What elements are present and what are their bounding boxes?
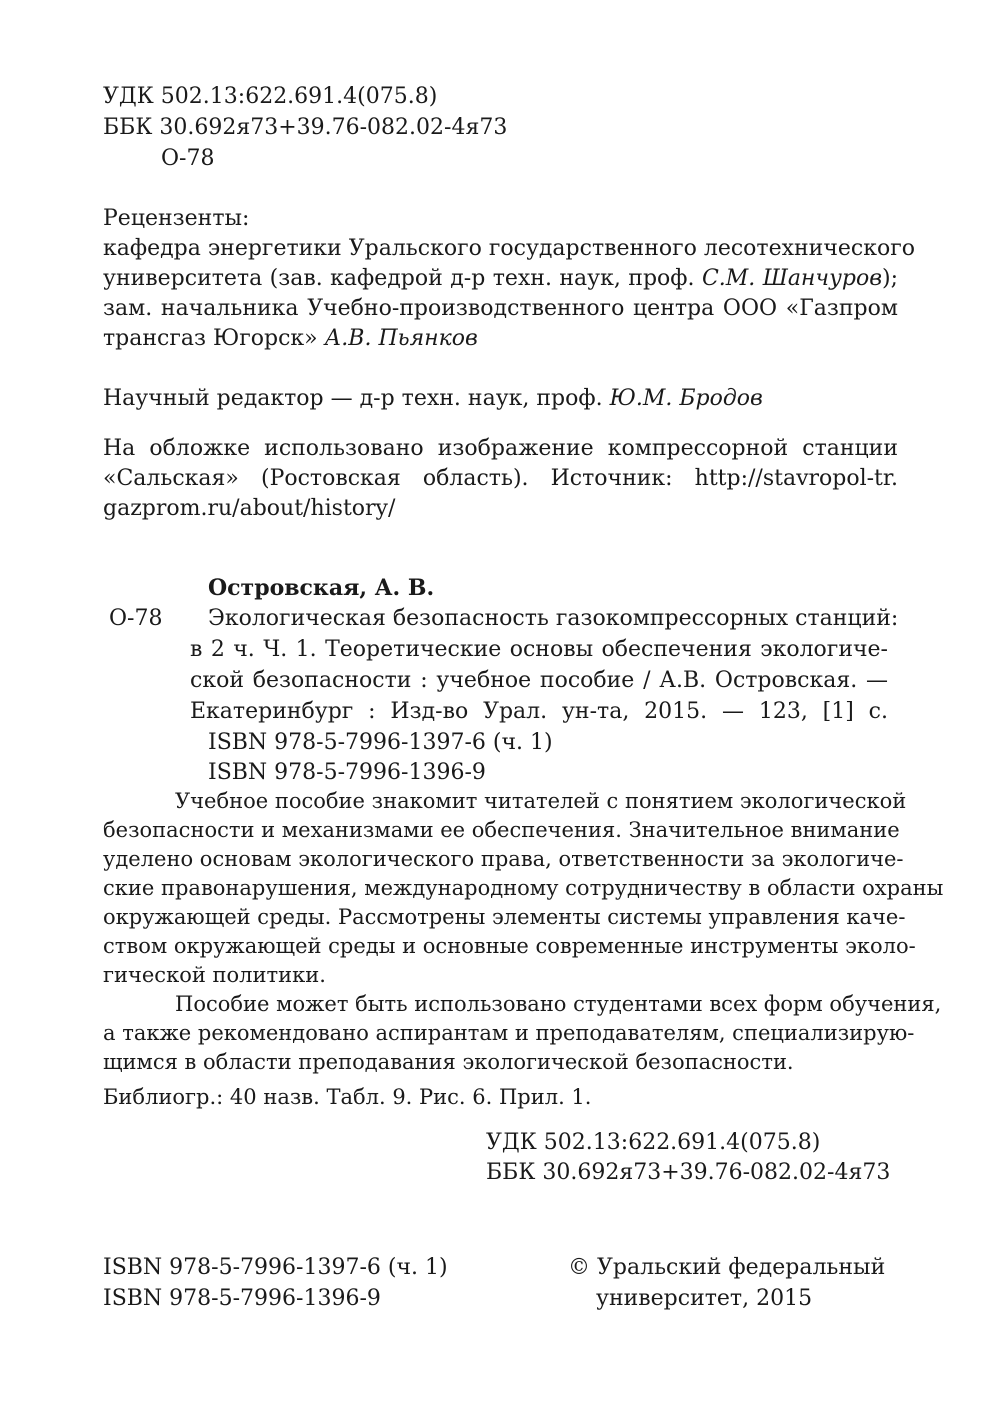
abstract-p2-line: а также рекомендовано аспирантам и преподавателям, специализирую- bbox=[103, 1021, 915, 1045]
bibliography-note: Библиогр.: 40 назв. Табл. 9. Рис. 6. Прил. 1. bbox=[103, 1085, 592, 1109]
record-mark: О-78 bbox=[109, 606, 163, 631]
udk-code: УДК 502.13:622.691.4(075.8) bbox=[103, 84, 438, 109]
copyright-line-2: университет, 2015 bbox=[596, 1286, 813, 1311]
bottom-udk-code: УДК 502.13:622.691.4(075.8) bbox=[486, 1130, 821, 1155]
footer-isbn-2: ISBN 978-5-7996-1396-9 bbox=[103, 1286, 381, 1311]
scientific-editor: Научный редактор — д-р техн. наук, проф. Ю.М. Бродов bbox=[103, 386, 763, 411]
record-desc-2: в 2 ч. Ч. 1. Теоретические основы обеспечения экологиче- bbox=[190, 637, 888, 662]
author-mark: О-78 bbox=[161, 146, 215, 171]
reviewers-line-2: университета (зав. кафедрой д-р техн. наук, проф. С.М. Шанчуров); bbox=[103, 266, 899, 291]
abstract-p2-line: Пособие может быть использовано студентами всех форм обучения, bbox=[175, 992, 942, 1016]
bottom-bbk-code: ББК 30.692я73+39.76-082.02-4я73 bbox=[486, 1160, 891, 1185]
abstract-p1-line: гической политики. bbox=[103, 963, 326, 987]
cover-note-line-3: gazprom.ru/about/history/ bbox=[103, 496, 396, 521]
reviewers-line-4: трансгаз Югорск» А.В. Пьянков bbox=[103, 326, 478, 351]
reviewer-2-name: А.В. Пьянков bbox=[324, 326, 478, 351]
abstract-p1-line: окружающей среды. Рассмотрены элементы системы управления каче- bbox=[103, 905, 906, 929]
record-isbn-2: ISBN 978-5-7996-1396-9 bbox=[208, 760, 486, 785]
abstract-p1-line: безопасности и механизмами ее обеспечения. Значительное внимание bbox=[103, 818, 900, 842]
footer-isbn-1: ISBN 978-5-7996-1397-6 (ч. 1) bbox=[103, 1255, 448, 1280]
record-desc-1: Экологическая безопасность газокомпрессорных станций: bbox=[208, 606, 899, 631]
reviewers-heading: Рецензенты: bbox=[103, 206, 250, 231]
reviewers-line-1: кафедра энергетики Уральского государственного лесотехнического bbox=[103, 236, 916, 261]
editor-name: Ю.М. Бродов bbox=[609, 386, 763, 411]
reviewers-line-3: зам. начальника Учебно-производственного центра ООО «Газпром bbox=[103, 296, 898, 321]
abstract bbox=[103, 789, 944, 1114]
cover-note-line-2: «Сальская» (Ростовская область). Источник: http://stavropol-tr. bbox=[103, 466, 898, 491]
reviewer-1-name: С.М. Шанчуров bbox=[701, 266, 883, 291]
bbk-code: ББК 30.692я73+39.76-082.02-4я73 bbox=[103, 115, 508, 140]
copyright-line-1: © Уральский федеральный bbox=[568, 1255, 886, 1280]
record-desc-3: ской безопасности : учебное пособие / А.В. Островская. — bbox=[190, 668, 888, 693]
record-isbn-1: ISBN 978-5-7996-1397-6 (ч. 1) bbox=[208, 730, 553, 755]
record-desc-4: Екатеринбург : Изд-во Урал. ун-та, 2015. — 123, [1] с. bbox=[190, 699, 888, 724]
record-author: Островская, А. В. bbox=[208, 575, 435, 601]
abstract-p1-line: ские правонарушения, международному сотрудничеству в области охраны bbox=[103, 876, 944, 900]
abstract-p1-line: Учебное пособие знакомит читателей с понятием экологической bbox=[175, 789, 907, 813]
cover-note-line-1: На обложке использовано изображение компрессорной станции bbox=[103, 436, 898, 461]
abstract-p2-line: щимся в области преподавания экологической безопасности. bbox=[103, 1050, 794, 1074]
abstract-p1-line: ством окружающей среды и основные современные инструменты эколо- bbox=[103, 934, 916, 958]
abstract-p1-line: уделено основам экологического права, ответственности за экологиче- bbox=[103, 847, 904, 871]
